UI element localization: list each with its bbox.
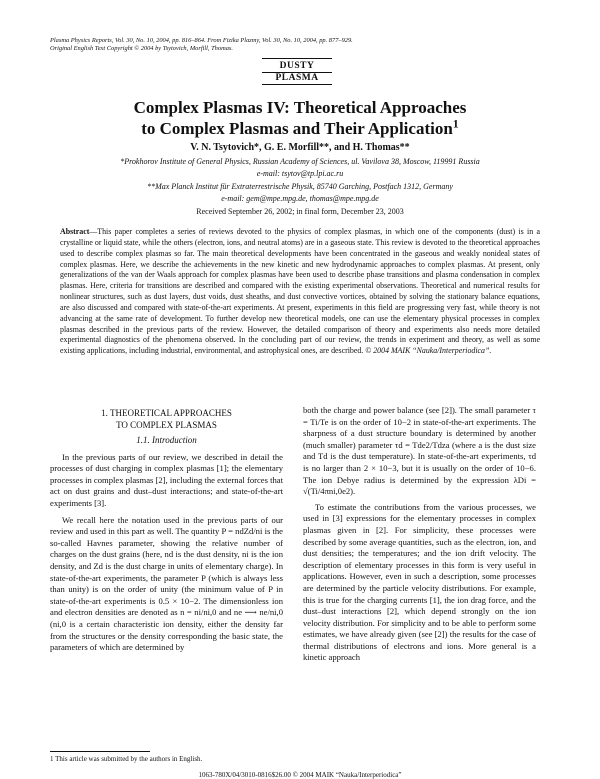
copyright-line: Original English Text Copyright © 2004 by Tsytovich, Morfill, Thomas. [50,45,233,52]
section-word-2: PLASMA [275,73,319,83]
title-line-2 [50,118,550,139]
section-heading-line-1: 1. THEORETICAL APPROACHES [101,408,232,418]
affiliation-1: *Prokhorov Institute of General Physics, Russian Academy of Sciences, ul. Vavilova 38, Moscow, 119991 Russia [120,157,480,166]
abstract [60,227,540,357]
affiliation-2-email: e-mail: gem@mpe.mpg.de, thomas@mpe.mpg.de [221,194,379,203]
intro-paragraph-2: We recall here the notation used in the previous parts of our review and used in this part as well. The quantity P = ndZd/ni is the so-called Havnes parameter, showing the relative number of charges on the dust grains (here, nd is the dust density, ni is the ion density, and Zd is the dust charge in units of elementary charge). In state-of-the-art experiments, the parameter P (which is always less than unity) is on the order of unity (the minimum value of P in state-of-the-art experiments is 0.5 × 10−2. The dimensionless ion and electron densities are denoted as n = ni/ni,0 and ne ⟶ ne/ni,0 (ni,0 is a certain characteristic ion density, either the density far from the structures or the density corresponding the basic state, the parameters of which are determined by [50,514,283,653]
title-line-1: Complex Plasmas IV: Theoretical Approaches [133,98,467,117]
footnote: 1 This article was submitted by the authors in English. [50,755,203,763]
left-column [50,407,283,654]
abstract-text: —This paper completes a series of reviews devoted to the physics of complex plasmas, in which one of the components (dust) is in a crystalline or liquid state, while the others (electron, ions, and neutral atoms) are in a gaseous state. This review is devoted to the theoretical approaches used to describe complex plasmas so far. The main theoretical developments have been concentrated in the gaseous and weakly nonideal states of complex plasmas. Here, we describe the achievements in the new kinetic and new hydrodynamic approaches to complex plasmas. At present, only generalizations of the van der Waals approach for complex plasmas have been used to describe phase transitions and plasma condensation in complex plasmas. Here, criteria for transitions are described and compared with the existing experimental observations. Theoretical and numerical results for nonlinear structures, such as dust layers, dust voids, dust sheaths, and dust convective vortices, obtained by solving the stationary balance equations, are also discussed and compared with state-of-the-art experiments. At present, experiments in this field are progressing very fast, while theory is not advancing at the same rate of development. To further develop new theoretical models, one can use the elementary physical processes in complex plasmas described in the previous parts of the review. However, the detailed comparison of theory and experiments also needs more detailed experimental diagnostics of the phenomena observed. In the concluding part of our review, the trends in experiment and theory, as well as some existing applications, including industrial, environmental, and astrophysical ones, are described. [60,227,540,356]
section-label [262,58,332,85]
affiliation-1-email: e-mail: tsytov@tp.lpi.ac.ru [256,169,344,178]
right-column [303,405,536,664]
section-heading-line-2: TO COMPLEX PLASMAS [116,420,217,430]
journal-line: Plasma Physics Reports, Vol. 30, No. 10, 2004, pp. 816–864. From Fizika Plazmy, Vol. 30, No. 10, 2004, pp. 877–929. [50,37,353,44]
paper-title [50,97,550,139]
title-line-2-text: to Complex Plasmas and Their Application [141,119,453,138]
abstract-label: Abstract [60,227,90,236]
received-dates: Received September 26, 2002; in final form, December 23, 2003 [196,207,404,216]
subsection-heading: 1.1. Introduction [136,435,197,445]
right-paragraph-1: both the charge and power balance (see [2]). The small parameter τ = Ti/Te is on the order of 10−2 in state-of-the-art experiments. The sharpness of a dust structure boundary is determined by another (much smaller) parameter τd = Tde2/Tdza (where a is the dust size and Td is the dust temperature). In state-of-the-art experiments, τd is no larger than 2 × 10−3, but it is usually on the order of 10−6. The ion Debye radius is determined by the expression λDi = √(Ti/4πni,0e2). [303,405,536,497]
section-rule-top [262,58,332,59]
section-rule-bottom [262,84,332,85]
abstract-copyright: © 2004 MAIK “Nauka/Interperiodica”. [365,346,492,356]
authors: V. N. Tsytovich*, G. E. Morfill**, and H. Thomas** [190,142,410,153]
right-paragraph-2: To estimate the contributions from the various processes, we used in [3] expressions for the elementary processes in complex plasmas given in [2]. For simplicity, these processes were described by some average quantities, such as the electron, ion, and dust densities; the temperatures; and the ion drift velocity. The description of elementary processes in this form is very useful in applications. However, even in such a description, some processes are determined by the particle velocity distributions. For example, this is true for the charging currents [1], the ion drag force, and the dust–dust interactions [2], which depend strongly on the ion velocity distribution. For simplicity and to be able to perform some estimates, we have already given (see [2]) the results for the case of thermal distributions of electrons and ions. More general is a kinetic approach [303,501,536,663]
page-footer: 1063-780X/04/3010-0816$26.00 © 2004 MAIK “Nauka/Interperiodica” [198,771,402,779]
section-heading [50,407,283,431]
title-footnote-mark: 1 [452,116,459,131]
footnote-rule [50,751,150,752]
section-word-1: DUSTY [279,61,315,71]
affiliation-2: **Max Planck Institut für Extraterrestrische Physik, 85740 Garching, Postfach 1312, Germany [147,182,453,191]
intro-paragraph-1: In the previous parts of our review, we described in detail the processes of dust charging in complex plasmas [1]; the elementary processes in complex plasmas [2], including the external forces that act on dust grains and dust–dust interactions; and state-of-the-art experiments [3]. [50,451,283,508]
